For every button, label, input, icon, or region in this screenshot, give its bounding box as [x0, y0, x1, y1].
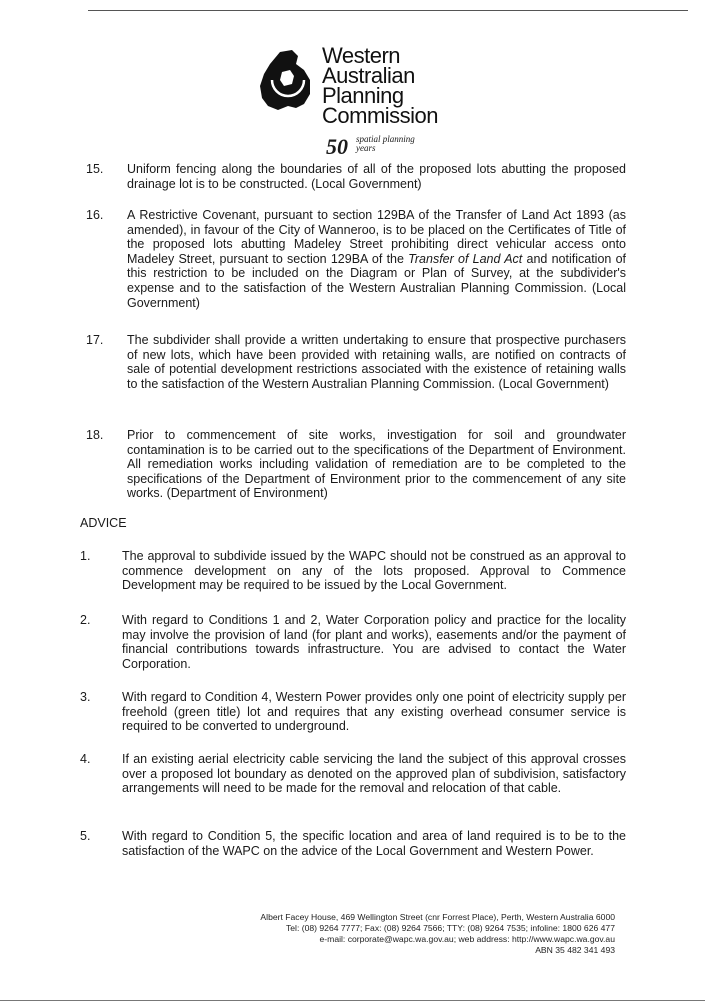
scan-top-rule	[88, 10, 688, 11]
footer-phones: Tel: (08) 9264 7777; Fax: (08) 9264 7566; TTY: (08) 9264 7535; infoline: 1800 626 477	[285, 923, 615, 933]
wapc-logo	[258, 40, 478, 165]
advice-item	[80, 690, 626, 734]
anniversary-sub-2: years	[356, 143, 376, 153]
condition-item	[86, 428, 626, 501]
advice-text: With regard to Conditions 1 and 2, Water Corporation policy and practice for the locality may involve the provision of land (for plant and works), easements and/or the payment of financial contributions towards infrastructure. You are advised to contact the Water Corporation.	[122, 613, 626, 671]
advice-item	[80, 752, 626, 796]
condition-text: Prior to commencement of site works, investigation for soil and groundwater contamination is to be carried out to the specifications of the Department of Environment. All remediation works including validation of remediation are to be completed to the specifications of the Department of Environment prior to the commencement of any site works. (Department of Environment)	[127, 428, 626, 501]
advice-number: 2.	[80, 613, 91, 627]
advice-number: 1.	[80, 549, 91, 563]
condition-text-part: and notification of this restriction to be included on the Diagram or Plan of Survey, at the subdivider's expense and to the satisfaction of the Western Australian Planning Commission. (Local Government)	[127, 251, 626, 310]
letterhead-footer	[260, 912, 615, 956]
advice-text: If an existing aerial electricity cable servicing the land the subject of this approval crosses over a proposed lot boundary as denoted on the approved plan of subdivision, satisfactory arrangements will need to be made for the removal and relocation of that cable.	[122, 752, 626, 796]
advice-text: With regard to Condition 4, Western Power provides only one point of electricity supply per freehold (green title) lot and requires that any existing overhead consumer service is required to be converted to underground.	[122, 690, 626, 734]
condition-text	[127, 208, 626, 310]
footer-abn: ABN 35 482 341 493	[535, 945, 615, 955]
advice-item	[80, 549, 626, 593]
condition-item	[86, 208, 626, 310]
condition-item	[86, 333, 626, 391]
logo-line-4: Commission	[322, 103, 439, 128]
advice-item	[80, 613, 626, 671]
condition-item	[86, 162, 626, 191]
advice-number: 5.	[80, 829, 91, 843]
condition-text: The subdivider shall provide a written undertaking to ensure that prospective purchasers of new lots, which have been provided with retaining walls, are notified on contracts of sale of potential development restrictions associated with the existence of retaining walls to the satisfaction of the Western Australian Planning Commission. (Local Government)	[127, 333, 626, 391]
anniversary-sub-1: spatial planning	[356, 134, 415, 144]
logo-line-1: Western	[322, 43, 401, 68]
logo-line-3: Planning	[322, 83, 404, 108]
advice-heading: ADVICE	[80, 516, 127, 530]
advice-number: 3.	[80, 690, 91, 704]
condition-text-italic: Transfer of Land Act	[408, 251, 523, 266]
anniversary-number: 50	[326, 134, 348, 159]
advice-text: The approval to subdivide issued by the WAPC should not be construed as an approval to commence development on any of the lots proposed. Approval to Commence Development may be required to be issued by the Local Government.	[122, 549, 626, 593]
condition-number: 17.	[86, 333, 104, 347]
advice-number: 4.	[80, 752, 91, 766]
logo-line-2: Australian	[322, 63, 415, 88]
condition-text-part: A Restrictive Covenant, pursuant to section 129BA of the Transfer of Land Act 1893 (as amended), in favour of the City of Wanneroo, is to be placed on the Certificates of Title of the proposed lots abutting Madeley Street prohibiting direct vehicular access onto Madeley Street, pursuant to section 129BA of the	[127, 208, 626, 266]
footer-address: Albert Facey House, 469 Wellington Street (cnr Forrest Place), Perth, Western Australia 6000	[260, 912, 615, 922]
advice-text: With regard to Condition 5, the specific location and area of land required is to be to the satisfaction of the WAPC on the advice of the Local Government and Western Power.	[122, 829, 626, 858]
footer-contact: e-mail: corporate@wapc.wa.gov.au; web address: http://www.wapc.wa.gov.au	[319, 934, 615, 944]
condition-number: 16.	[86, 208, 104, 222]
anniversary-caption	[356, 135, 415, 153]
advice-item	[80, 829, 626, 858]
scan-bottom-rule	[0, 1000, 705, 1001]
condition-text: Uniform fencing along the boundaries of all of the proposed lots abutting the proposed drainage lot is to be constructed. (Local Government)	[127, 162, 626, 191]
condition-number: 18.	[86, 428, 104, 442]
condition-number: 15.	[86, 162, 104, 176]
western-australia-map-icon	[258, 50, 320, 120]
